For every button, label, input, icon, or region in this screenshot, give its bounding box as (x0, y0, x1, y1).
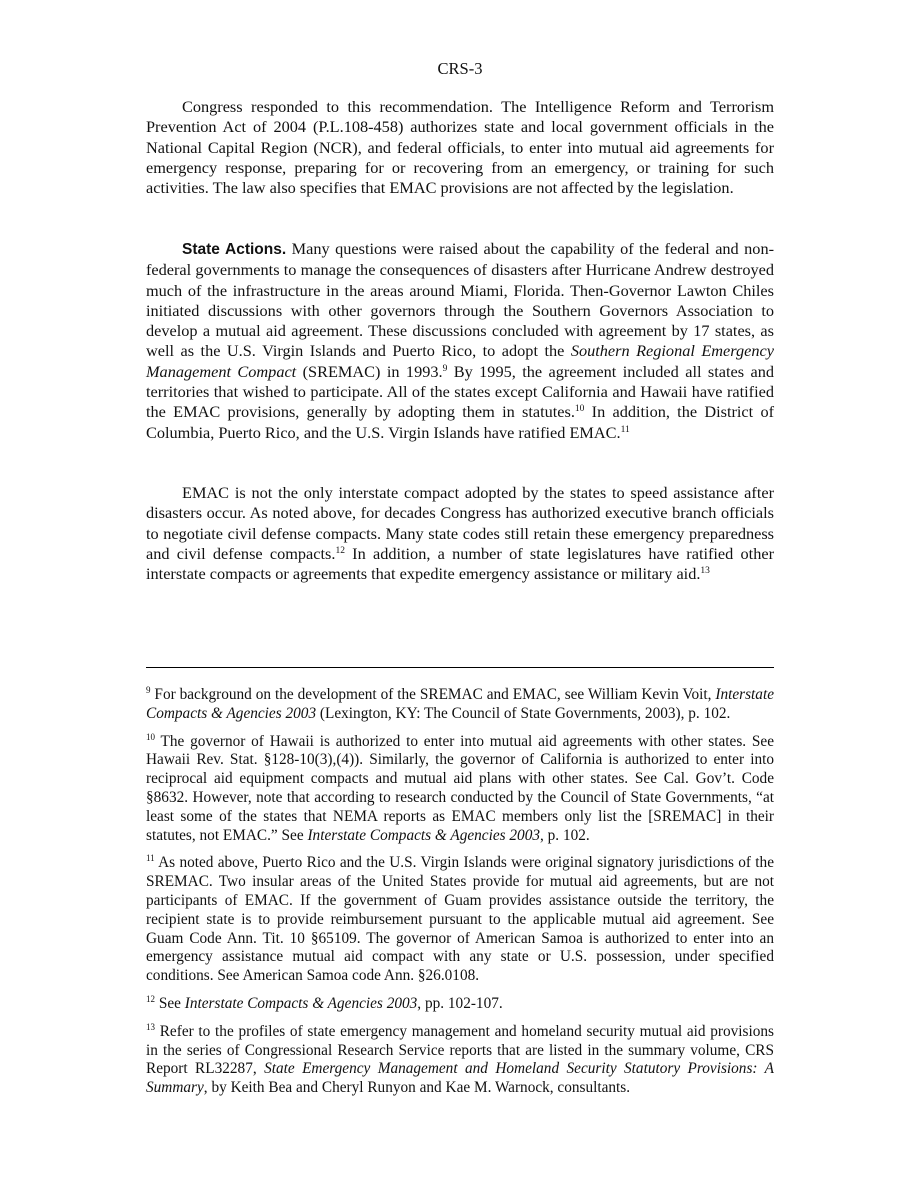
footnote-text: The governor of Hawaii is authorized to enter into mutual aid agreements with other states. See Hawaii Rev. Stat. §128-10(3),(4)). Similarly, the governor of California is authorized to enter into reciprocal aid equipment compacts and mutual aid plans with other states. See Cal. Gov’t. Code §8632. However, note that according to research conducted by the Council of State Governments, “at least some of the states that NEMA reports as EMAC members only list the [SREMAC] in their statutes, not EMAC.” See (146, 732, 774, 844)
footnote-number: 11 (146, 853, 155, 864)
section-run-in-heading: State Actions. (182, 241, 287, 258)
footnote-number: 12 (146, 993, 155, 1004)
paragraph-congress-response (146, 97, 774, 198)
footnote-ref-9[interactable]: 9 (442, 363, 448, 374)
paragraph-text: Many questions were raised about the capability of the federal and non-federal governments to manage the consequences of disasters after Hurricane Andrew destroyed much of the infrastructure in the areas around Miami, Florida. Then-Governor Lawton Chiles initiated discussions with other governors through the Southern Governors Association to develop a mutual aid agreement. These discussions concluded with agreement by 17 states, as well as the U.S. Virgin Islands and Puerto Rico, to adopt the (146, 239, 775, 361)
footnote-text: See (155, 994, 185, 1012)
footnote-10 (146, 733, 774, 846)
footnote-ref-10[interactable]: 10 (574, 404, 585, 415)
paragraph-text: EMAC is not the only interstate compact adopted by the states to speed assistance after disasters occur. As noted above, for decades Congress has authorized executive branch officials to negotiate civil defense compacts. Many state codes still retain these emergency preparedness and civil defense compacts. (146, 483, 774, 563)
paragraph-text: In addition, a number of state legislatures have ratified other interstate compacts or agreements that expedite emergency assistance or military aid. (146, 543, 774, 584)
cited-title: Interstate Compacts & Agencies 2003 (146, 686, 774, 722)
cited-title: State Emergency Management and Homeland Security Statutory Provisions: A Summary (146, 1060, 774, 1097)
footnote-12 (146, 995, 774, 1014)
cited-title: Interstate Compacts & Agencies 2003 (184, 994, 418, 1012)
footnote-text: (Lexington, KY: The Council of State Governments, 2003), p. 102. (316, 704, 731, 722)
paragraph-emac-compacts (146, 483, 774, 584)
footnote-number: 13 (146, 1021, 155, 1032)
footnote-text: For background on the development of the SREMAC and EMAC, see William Kevin Voit, (150, 686, 716, 703)
footnote-text: , by Keith Bea and Cheryl Runyon and Kae M. Warnock, consultants. (203, 1079, 631, 1097)
cited-title: Interstate Compacts & Agencies 2003 (307, 826, 540, 844)
footnote-ref-12[interactable]: 12 (335, 545, 345, 556)
footnote-number: 9 (146, 685, 151, 695)
footnotes-section (146, 686, 774, 1107)
paragraph-text: (SREMAC) in 1993. (296, 361, 443, 381)
footnote-9 (146, 686, 774, 724)
footnote-text: Refer to the profiles of state emergency management and homeland security mutual aid provisions in the series of Congressional Research Service reports that are listed in the summary volume, CRS Report RL32287, (146, 1022, 774, 1078)
footnote-text: As noted above, Puerto Rico and the U.S. Virgin Islands were original signatory jurisdictions of the SREMAC. Two insular areas of the United States provide for mutual aid agreements, but are not participants of EMAC. If the government of Guam provides assistance outside the territory, the recipient state is to provide reimbursement pursuant to the applicable mutual aid agreement. See Guam Code Ann. Tit. 10 §65109. The governor of American Samoa is authorized to enter into an emergency assistance mutual aid compact with any state or U.S. possession, under specified conditions. See American Samoa code Ann. §26.0108. (146, 854, 774, 985)
footnote-ref-13[interactable]: 13 (700, 566, 710, 577)
paragraph-text: In addition, the District of Columbia, Puerto Rico, and the U.S. Virgin Islands have ratified EMAC. (146, 402, 775, 442)
footnote-11 (146, 854, 774, 986)
footnote-number: 10 (146, 731, 155, 742)
footnote-divider (146, 667, 774, 668)
paragraph-text: Congress responded to this recommendation. The Intelligence Reform and Terrorism Prevention Act of 2004 (P.L.108-458) authorizes state and local government officials in the National Capital Region (NCR), and federal officials, to enter into mutual aid agreements for emergency response, preparing for or recovering from an emergency, or training for such activities. The law also specifies that EMAC provisions are not affected by the legislation. (146, 97, 774, 198)
paragraph-text: By 1995, the agreement included all states and territories that wished to participate. All of the states except California and Hawaii have ratified the EMAC provisions, generally by adopting them in statutes. (146, 361, 775, 422)
footnote-13 (146, 1023, 774, 1098)
footnote-text: , pp. 102-107. (417, 994, 503, 1012)
compact-title: Southern Regional Emergency Management Compact (146, 341, 774, 381)
paragraph-state-actions (146, 239, 774, 443)
footnote-ref-11[interactable]: 11 (620, 424, 630, 435)
footnote-text: , p. 102. (540, 826, 590, 844)
page-number-header: CRS-3 (437, 59, 483, 78)
